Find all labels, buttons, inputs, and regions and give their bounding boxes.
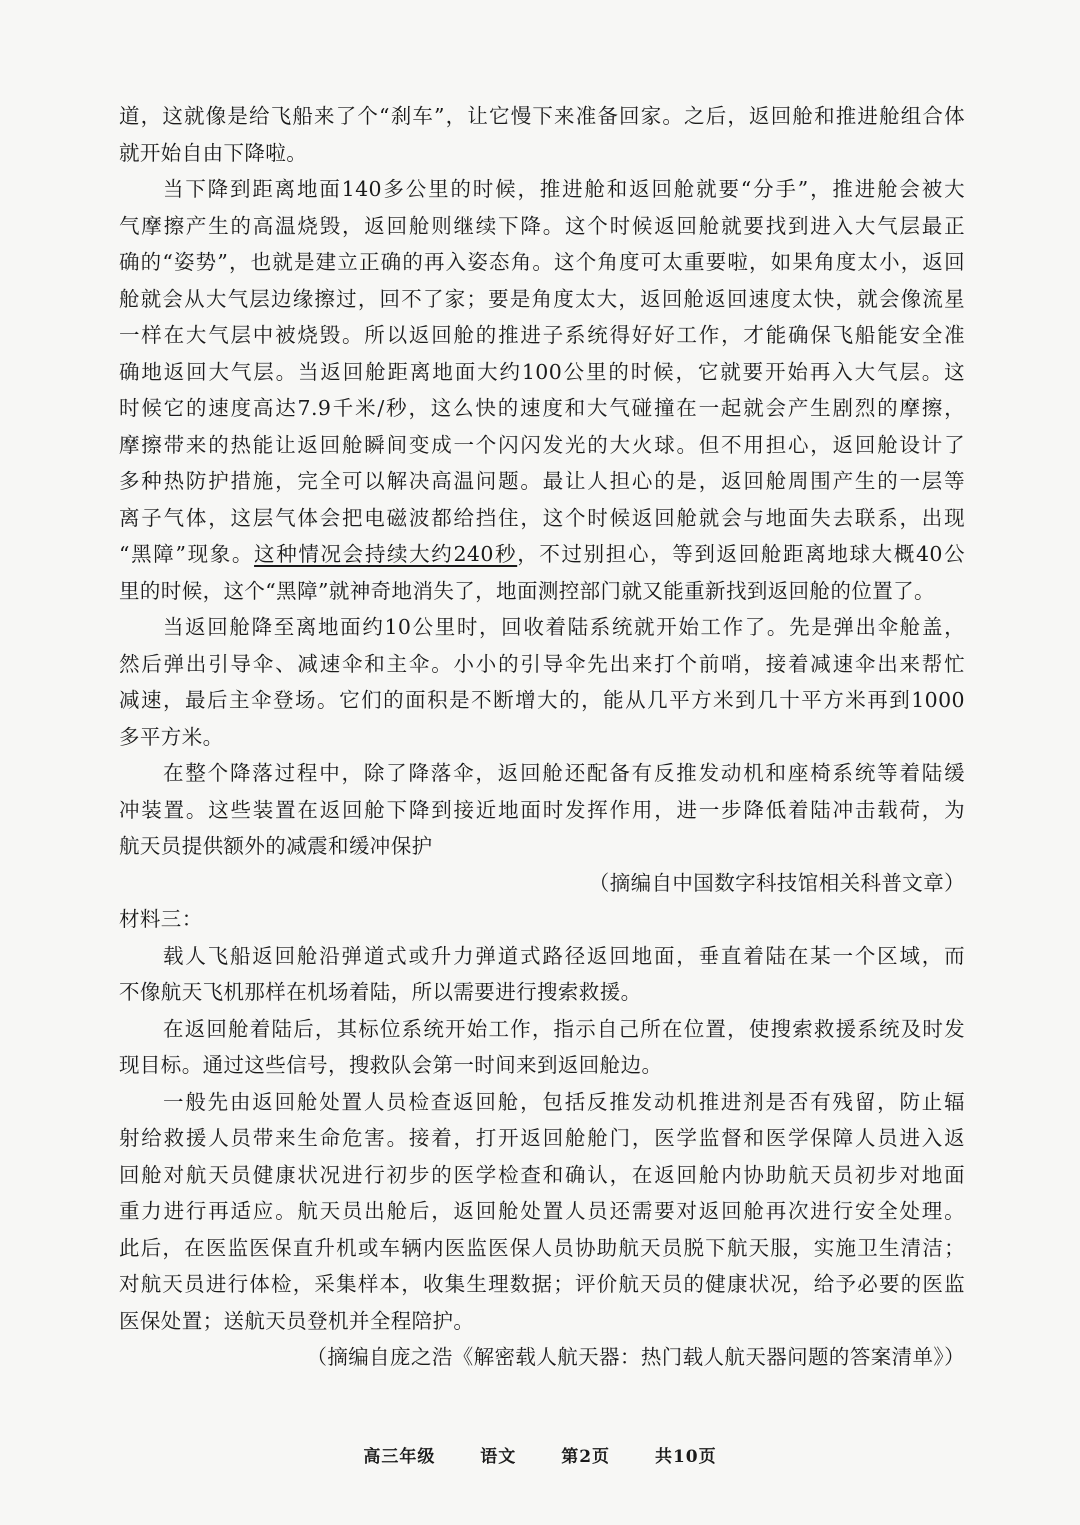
page-footer [0, 1442, 1080, 1467]
text-line: 现目标。通过这些信号，搜救队会第一时间来到返回舱边。 [119, 1053, 663, 1077]
footer-page-number: 第2页 [561, 1447, 611, 1467]
text-line: 然后弹出引导伞、减速伞和主伞。小小的引导伞先出来打个前哨，接着减速伞出来帮忙 [119, 651, 965, 676]
text-line: 减速，最后主伞登场。它们的面积是不断增大的，能从几平方米到几十平方米再到1000 [119, 688, 965, 712]
paragraph [119, 755, 965, 865]
text-line: 里的时候，这个“黑障”就神奇地消失了，地面测控部门就又能重新找到返回舱的位置了。 [119, 578, 935, 603]
text-line: 多种热防护措施，完全可以解决高温问题。最让人担心的是，返回舱周围产生的一层等 [119, 469, 965, 493]
text-line: 时候它的速度高达7.9千米/秒，这么快的速度和大气碰撞在一起就会产生剧烈的摩擦， [119, 396, 965, 420]
text-line: 在返回舱着陆后，其标位系统开始工作，指示自己所在位置，使搜索救援系统及时发 [163, 1016, 965, 1041]
text-line [119, 536, 965, 573]
text-line: 载人飞船返回舱沿弹道式或升力弹道式路径返回地面，垂直着陆在某一个区域，而 [163, 943, 965, 968]
text-line: 医保处置；送航天员登机并全程陪护。 [119, 1308, 475, 1333]
paragraph [119, 171, 965, 609]
paragraph [119, 98, 965, 171]
text-line: 气摩擦产生的高温烧毁，返回舱则继续下降。这个时候返回舱就要找到进入大气层最正 [119, 213, 965, 238]
footer-grade: 高三年级 [363, 1447, 436, 1467]
text-line: 此后，在医监医保直升机或车辆内医监医保人员协助航天员脱下航天服，实施卫生清洁； [119, 1235, 965, 1260]
text-line: 射给救援人员带来生命危害。接着，打开返回舱舱门，医学监督和医学保障人员进入返 [119, 1126, 965, 1150]
paragraph [119, 609, 965, 755]
text-line: 重力进行再适应。航天员出舱后，返回舱处置人员还需要对返回舱再次进行安全处理。 [119, 1199, 965, 1223]
text-line: 当下降到距离地面140多公里的时候，推进舱和返回舱就要“分手”，推进舱会被大 [163, 177, 965, 201]
paragraph [119, 1084, 965, 1340]
text-line: 航天员提供额外的减震和缓冲保护 [119, 834, 433, 858]
footer-subject: 语文 [480, 1447, 517, 1467]
footer-total-pages: 共10页 [654, 1447, 717, 1467]
text-line: 冲装置。这些装置在返回舱下降到接近地面时发挥作用，进一步降低着陆冲击载荷，为 [119, 797, 965, 822]
text-line: 确地返回大气层。当返回舱距离地面大约100公里的时候，它就要开始再入大气层。这 [119, 359, 965, 384]
text-line: 道，这就像是给飞船来了个“刹车”，让它慢下来准备回家。之后，返回舱和推进舱组合体 [119, 104, 965, 128]
text-line: 就开始自由下降啦。 [119, 140, 308, 165]
text-line: 一般先由返回舱处置人员检查返回舱，包括反推发动机推进剂是否有残留，防止辐 [163, 1089, 965, 1114]
source-citation: （摘编自庞之浩《解密载人航天器：热门载人航天器问题的答案清单》） [306, 1345, 965, 1369]
text-line: 不像航天飞机那样在机场着陆，所以需要进行搜索救援。 [119, 980, 642, 1004]
text-line: 确的“姿势”，也就是建立正确的再入姿态角。这个角度可太重要啦，如果角度太小，返回 [119, 250, 965, 274]
text-segment: ，不过别担心，等到返回舱距离地球大概40公 [517, 542, 966, 566]
text-line: 一样在大气层中被烧毁。所以返回舱的推进子系统得好好工作，才能确保飞船能安全准 [119, 323, 965, 347]
text-line: 离子气体，这层气体会把电磁波都给挡住，这个时候返回舱就会与地面失去联系，出现 [119, 505, 965, 530]
text-line: 舱就会从大气层边缘擦过，回不了家；要是角度太大，返回舱返回速度太快，就会像流星 [119, 286, 965, 311]
article-body [119, 98, 965, 1376]
text-line: 多平方米。 [119, 724, 224, 749]
text-line: 对航天员进行体检，采集样本，收集生理数据；评价航天员的健康状况，给予必要的医监 [119, 1272, 965, 1296]
text-line: 回舱对航天员健康状况进行初步的医学检查和确认，在返回舱内协助航天员初步对地面 [119, 1162, 965, 1187]
paragraph [119, 938, 965, 1011]
section-heading: 材料三： [119, 907, 203, 931]
underlined-sentence: 这种情况会持续大约240秒 [254, 542, 518, 566]
text-line: 在整个降落过程中，除了降落伞，返回舱还配备有反推发动机和座椅系统等着陆缓 [163, 761, 965, 785]
text-segment: “黑障”现象。 [119, 542, 255, 566]
paragraph [119, 1011, 965, 1084]
text-line: 当返回舱降至离地面约10公里时，回收着陆系统就开始工作了。先是弹出伞舱盖， [163, 615, 965, 639]
text-line: 摩擦带来的热能让返回舱瞬间变成一个闪闪发光的大火球。但不用担心，返回舱设计了 [119, 432, 965, 457]
source-citation: （摘编自中国数字科技馆相关科普文章） [588, 870, 965, 895]
